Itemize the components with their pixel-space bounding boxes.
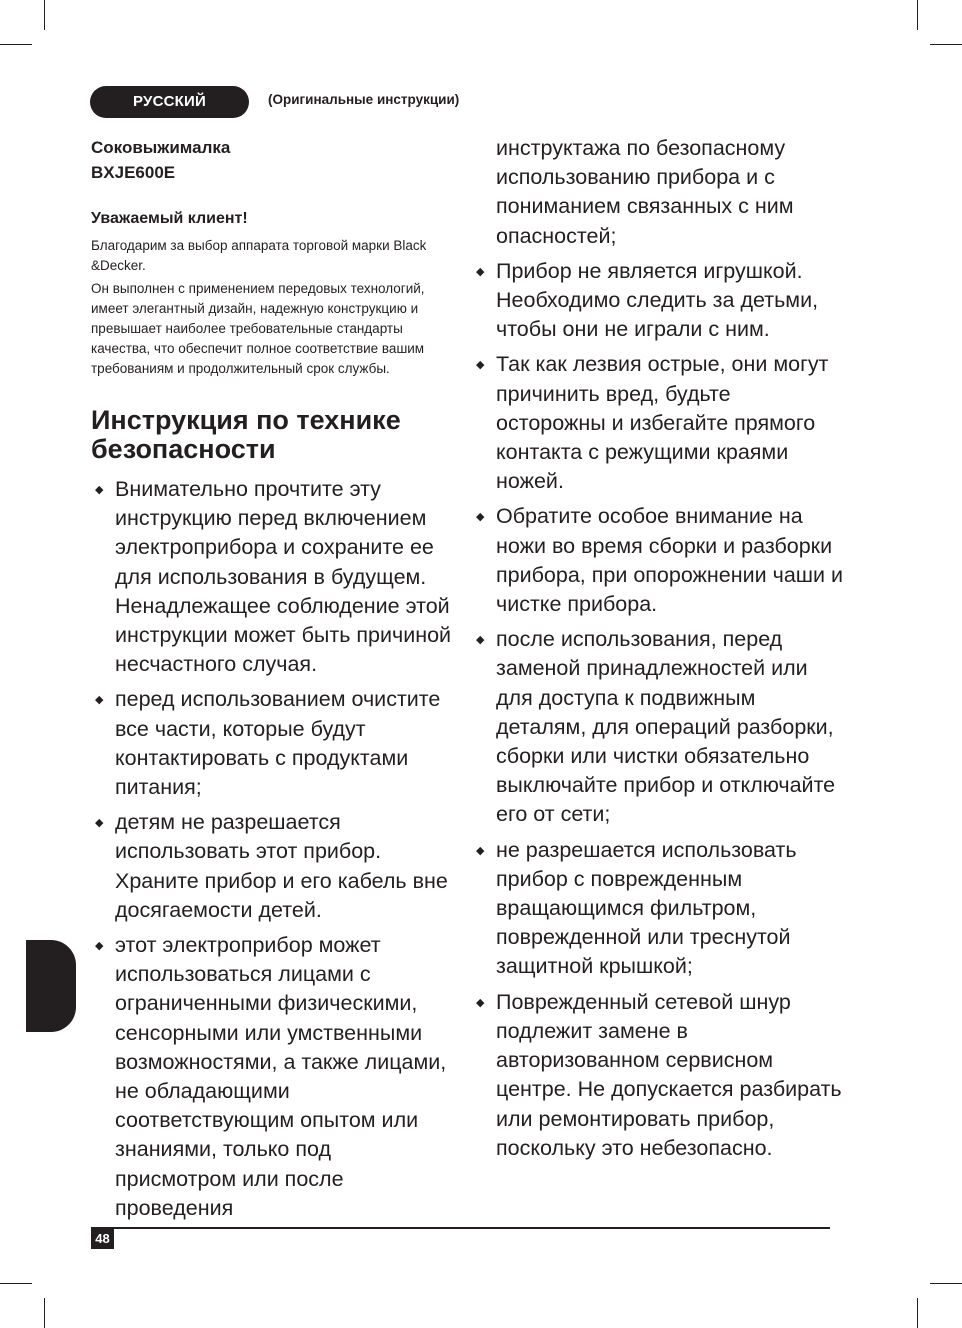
page-number: 48 xyxy=(91,1229,114,1249)
original-instructions-note: (Оригинальные инструкции) xyxy=(268,92,460,107)
bullet-diamond-icon: ◆ xyxy=(476,265,485,278)
language-badge: РУССКИЙ xyxy=(90,86,249,118)
crop-mark xyxy=(930,1283,962,1284)
list-item xyxy=(474,625,844,829)
bullet-diamond-icon: ◆ xyxy=(476,511,485,524)
greeting-text xyxy=(91,236,441,382)
bullet-diamond-icon: ◆ xyxy=(95,940,104,953)
list-item xyxy=(93,808,453,925)
greeting-paragraph: Благодарим за выбор аппарата торговой марки Black &Decker. xyxy=(91,238,427,273)
list-item-text: Обратите особое внимание на ножи во время сборки и разборки прибора, при опорожнении чаши и чистке прибора. xyxy=(496,504,844,617)
list-item-text: после использования, перед заменой принадлежностей или для доступа к подвижным деталям, для операций разборки, сборки или чистки обязательно выключайте прибор и отключайте его от сети; xyxy=(496,627,836,827)
list-item xyxy=(93,475,453,679)
list-item xyxy=(474,257,844,345)
product-name: Соковыжималка xyxy=(91,138,231,157)
list-item xyxy=(474,502,844,619)
list-item xyxy=(474,350,844,496)
crop-mark xyxy=(44,0,45,30)
crop-mark xyxy=(0,44,32,45)
crop-mark xyxy=(930,44,962,45)
list-item-text: Так как лезвия острые, они могут причинить вред, будьте осторожны и избегайте прямого контакта с режущими краями ножей. xyxy=(496,352,829,494)
list-item xyxy=(474,988,844,1163)
section-thumb-tab xyxy=(26,940,76,1032)
safety-list-right xyxy=(474,134,844,1169)
footer-divider xyxy=(91,1227,830,1229)
list-item xyxy=(93,931,453,1223)
crop-mark xyxy=(917,0,918,30)
list-item-continuation: инструктажа по безопасному использованию прибора и с пониманием связанных с ним опасностей; xyxy=(496,136,794,248)
crop-mark xyxy=(0,1283,32,1284)
bullet-diamond-icon: ◆ xyxy=(476,634,485,647)
greeting-paragraph: Он выполнен с применением передовых технологий, имеет элегантный дизайн, надежную конструкцию и превышает наиболее требовательные стандарты качества, что обеспечит полное соответствие вашим требованиям и продолжительный срок службы. xyxy=(91,281,425,376)
bullet-diamond-icon: ◆ xyxy=(95,694,104,707)
safety-list-left xyxy=(93,475,453,1229)
list-item-text: детям не разрешается использовать этот прибор. Храните прибор и его кабель вне досягаемости детей. xyxy=(115,810,448,922)
list-item-text: Поврежденный сетевой шнур подлежит замене в авторизованном сервисном центре. Не допускается разбирать или ремонтировать прибор, поскольку это небезопасно. xyxy=(496,989,842,1160)
product-model: BXJE600E xyxy=(91,163,176,182)
crop-mark xyxy=(44,1298,45,1328)
bullet-diamond-icon: ◆ xyxy=(95,817,104,830)
product-block xyxy=(91,135,230,185)
list-item-text: этот электроприбор может использоваться лицами с ограниченными физическими, сенсорными или умственными возможностями, а также лицами, не обладающими соответствующим опытом или знаниями, только под присмотром или после проведения xyxy=(115,933,447,1220)
list-item-text: не разрешается использовать прибор с поврежденным вращающимся фильтром, поврежденной или треснутой защитной крышкой; xyxy=(496,837,797,979)
bullet-diamond-icon: ◆ xyxy=(95,484,104,496)
bullet-diamond-icon: ◆ xyxy=(476,359,485,372)
bullet-diamond-icon: ◆ xyxy=(476,844,485,857)
greeting-title: Уважаемый клиент! xyxy=(91,210,248,227)
safety-heading: Инструкция по технике безопасности xyxy=(91,405,401,464)
list-item xyxy=(474,836,844,982)
list-item-text: Внимательно прочтите эту инструкцию перед включением электроприбора и сохраните ее для использования в будущем. Ненадлежащее соблюдение этой инструкции может быть причиной несчастного случая. xyxy=(115,477,452,677)
list-item xyxy=(93,685,453,802)
list-item-text: Прибор не является игрушкой. Необходимо следить за детьми, чтобы они не играли с ним. xyxy=(496,258,819,342)
crop-mark xyxy=(917,1298,918,1328)
list-item-text: перед использованием очистите все части, которые будут контактировать с продуктами питания; xyxy=(115,687,441,800)
bullet-diamond-icon: ◆ xyxy=(476,996,485,1009)
